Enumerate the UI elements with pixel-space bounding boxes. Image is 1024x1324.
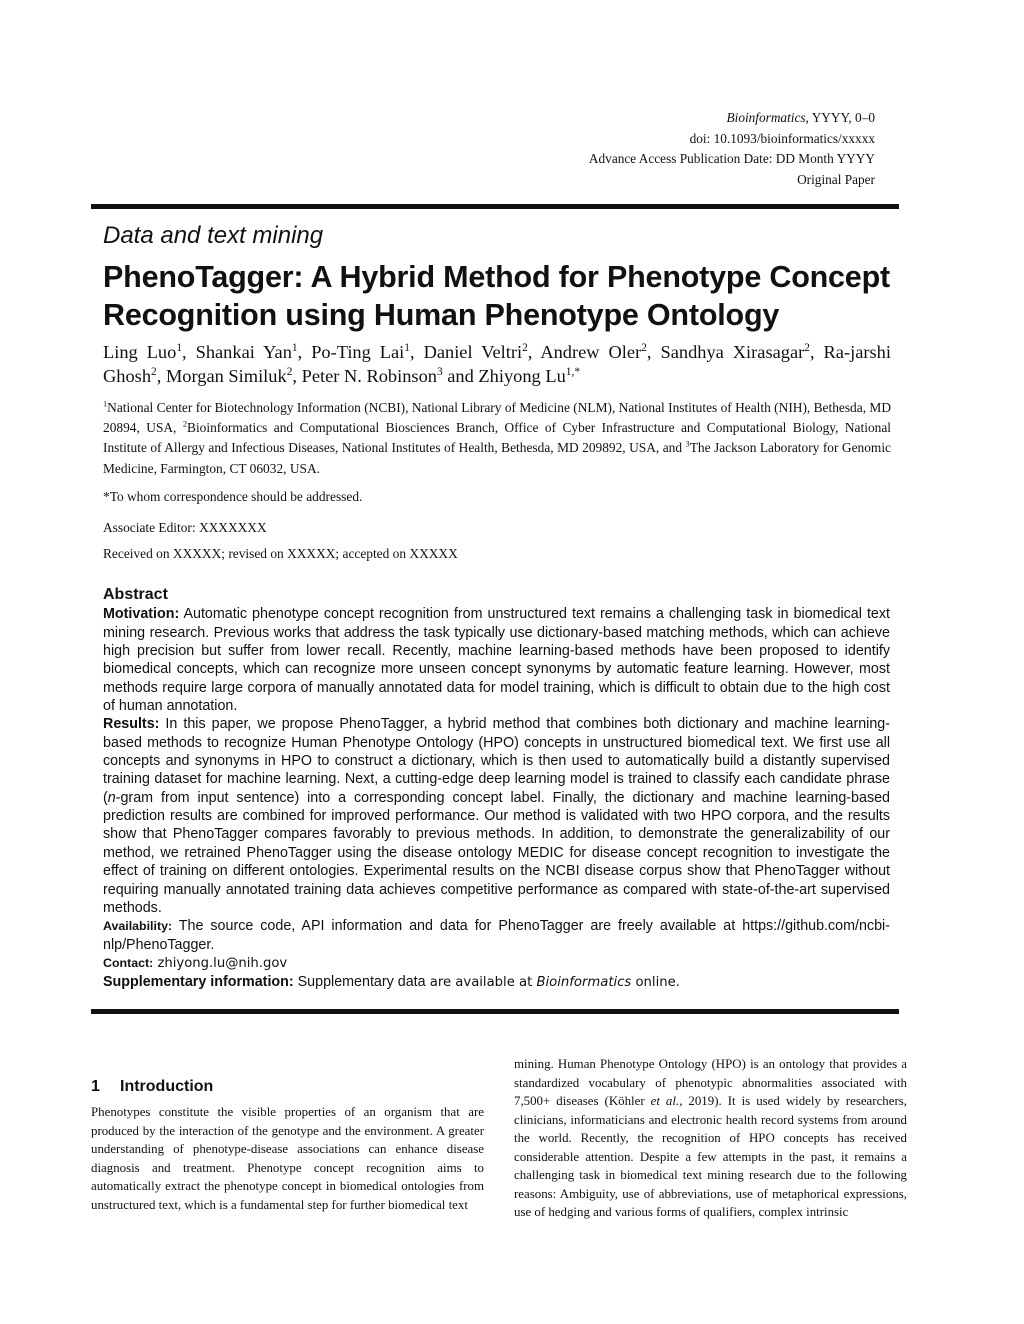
author: Peter N. Robinson$^3$ and [301, 365, 479, 386]
received-dates: Received on XXXXX; revised on XXXXX; accepted on XXXXX [103, 546, 458, 561]
author: Shankai Yan$^1$, [195, 341, 312, 362]
contact-email: zhiyong.lu@nih.gov [153, 955, 288, 971]
associate-editor: Associate Editor: XXXXXXX [103, 520, 267, 535]
abstract-contact: Contact: zhiyong.lu@nih.gov [103, 955, 288, 971]
author: Daniel Veltri$^2$, [423, 341, 541, 362]
affiliation: National Center for Biotechnology Information (NCBI), National Library of Medicine (NLM), National Institutes of Health (NIH), Bethesda, MD 20894, USA, [103, 400, 891, 436]
author: Sandhya Xirasagar$^2$, [660, 341, 824, 362]
abstract-supplementary: Supplementary information: Supplementary data are available at Bioinformatics online. [103, 974, 680, 991]
journal-citation [589, 108, 875, 129]
correspondence-note: *To whom correspondence should be addressed. [103, 489, 363, 504]
author: Andrew Oler$^2$, [540, 341, 661, 362]
abstract-results: Results: In this paper, we propose PhenoTagger, a hybrid method that combines both dictionary and machine learning-based methods to recognize Human Phenotype Ontology (HPO) concepts in unstructured biomedical text. We first use all concepts and synonyms in HPO to construct a dictionary, which is then used to automatically build a distantly supervised training dataset for machine learning. Next, a cutting-edge deep learning model is trained to classify each candidate phrase (n-gram from input sentence) into a corresponding concept label. Finally, the dictionary and machine learning-based prediction results are combined for improved performance. Our method is validated with two HPO corpora, and the results show that PhenoTagger compares favorably to previous methods. In addition, to demonstrate the generalizability of our method, we retrained PhenoTagger using the disease ontology MEDIC for disease concept recognition to investigate the effect of training on different ontologies. Experimental results on the NCBI disease corpus show that PhenoTagger without requiring manually annotated training data achieves competitive performance as compared with state-of-the-art supervised methods. [103, 716, 890, 916]
section-heading-introduction: 1 Introduction [91, 1078, 214, 1095]
author: Zhiyong $Lu^{1,*}$ [478, 365, 581, 386]
author: Ra-jarshi Ghosh$^2$, [103, 342, 891, 386]
affiliations: $^1$National Center for Biotechnology Information (NCBI), National Library of Medicine (NLM), National Institutes of Health (NIH), Bethesda, MD 20894, USA, $^2$Bioinformatics and Computational Biosciences Branch, Office of Cyber Infrastructure and Computational Biology, National Institute of Allergy and Infectious Diseases, National Institutes of Health, Bethesda, MD 209892, USA, and $^3$The Jackson Laboratory for Genomic Medicine, Farmington, CT 06032, USA. [103, 399, 891, 476]
publication-date: Advance Access Publication Date: DD Month YYYY [588, 151, 875, 166]
top-divider [91, 204, 899, 209]
abstract-heading: Abstract [103, 586, 168, 603]
section-label: Data and text mining [103, 222, 324, 249]
journal-name: Bioinformatics [726, 110, 806, 125]
intro-right-column: mining. Human Phenotype Ontology (HPO) is an ontology that provides a standardized vocabulary of phenotypic abnormalities associated with 7,500+ diseases (Köhler et al., 2019). It is used widely by researchers, clinicians, informaticians and electronic health record systems from around the world. Recently, the recognition of HPO concepts has received considerable attention. Despite a few attempts in the past, it remains a challenging task in biomedical text mining research due to the following reasons: Ambiguity, use of abbreviations, use of metaphorical expressions, use of hedging and various forms of qualifiers, complex intrinsic [514, 1057, 907, 1220]
paper-title: PhenoTagger: A Hybrid Method for Phenotype Concept Recognition using Human Phenotype Ontology [103, 260, 890, 332]
journal-header [589, 108, 875, 190]
affiliation: The Jackson Laboratory for Genomic Medicine, Farmington, CT 06032, USA. [103, 440, 891, 476]
abstract-divider [91, 1009, 899, 1014]
affiliation: Bioinformatics and Computational Biosciences Branch, Office of Cyber Infrastructure and Computational Biology, National Institute of Allergy and Infectious Diseases, National Institutes of Health, Bethesda, MD 209892, USA, and [103, 420, 891, 456]
author: Po-Ting Lai$^1$, [311, 341, 424, 362]
abstract-availability: Availability: The source code, API information and data for PhenoTagger are freely available at https://github.com/ncbi-nlp/PhenoTagger. [103, 918, 890, 953]
author: Morgan Similuk$^2$, [165, 365, 302, 386]
author: Ling Luo$^1$, [103, 341, 196, 362]
abstract-motivation: Motivation: Automatic phenotype concept recognition from unstructured text remains a challenging task in biomedical text mining research. Previous works that address the task typically use dictionary-based matching methods, which can achieve high precision but suffer from lower recall. Recently, machine learning-based methods have been proposed to identify biomedical concepts, which can recognize more unseen concept synonyms by automatic feature learning. However, most methods require large corpora of manually annotated data for model training, which is difficult to obtain due to the high cost of human annotation. [103, 606, 890, 715]
journal-volume: , YYYY, 0–0 [805, 110, 875, 125]
doi: doi: 10.1093/bioinformatics/xxxxx [689, 130, 875, 146]
intro-left-column: Phenotypes constitute the visible properties of an organism that are produced by the interaction of the genotype and the environment. A greater understanding of phenotype-disease associations can enhance disease diagnosis and treatment. Phenotype concept recognition aims to automatically extract the phenotype concept in biomedical ontologies from unstructured text, which is a fundamental step for further biomedical text [91, 1105, 484, 1212]
paper-type: Original Paper [797, 171, 875, 187]
abstract [103, 586, 890, 993]
author-list [103, 340, 891, 388]
